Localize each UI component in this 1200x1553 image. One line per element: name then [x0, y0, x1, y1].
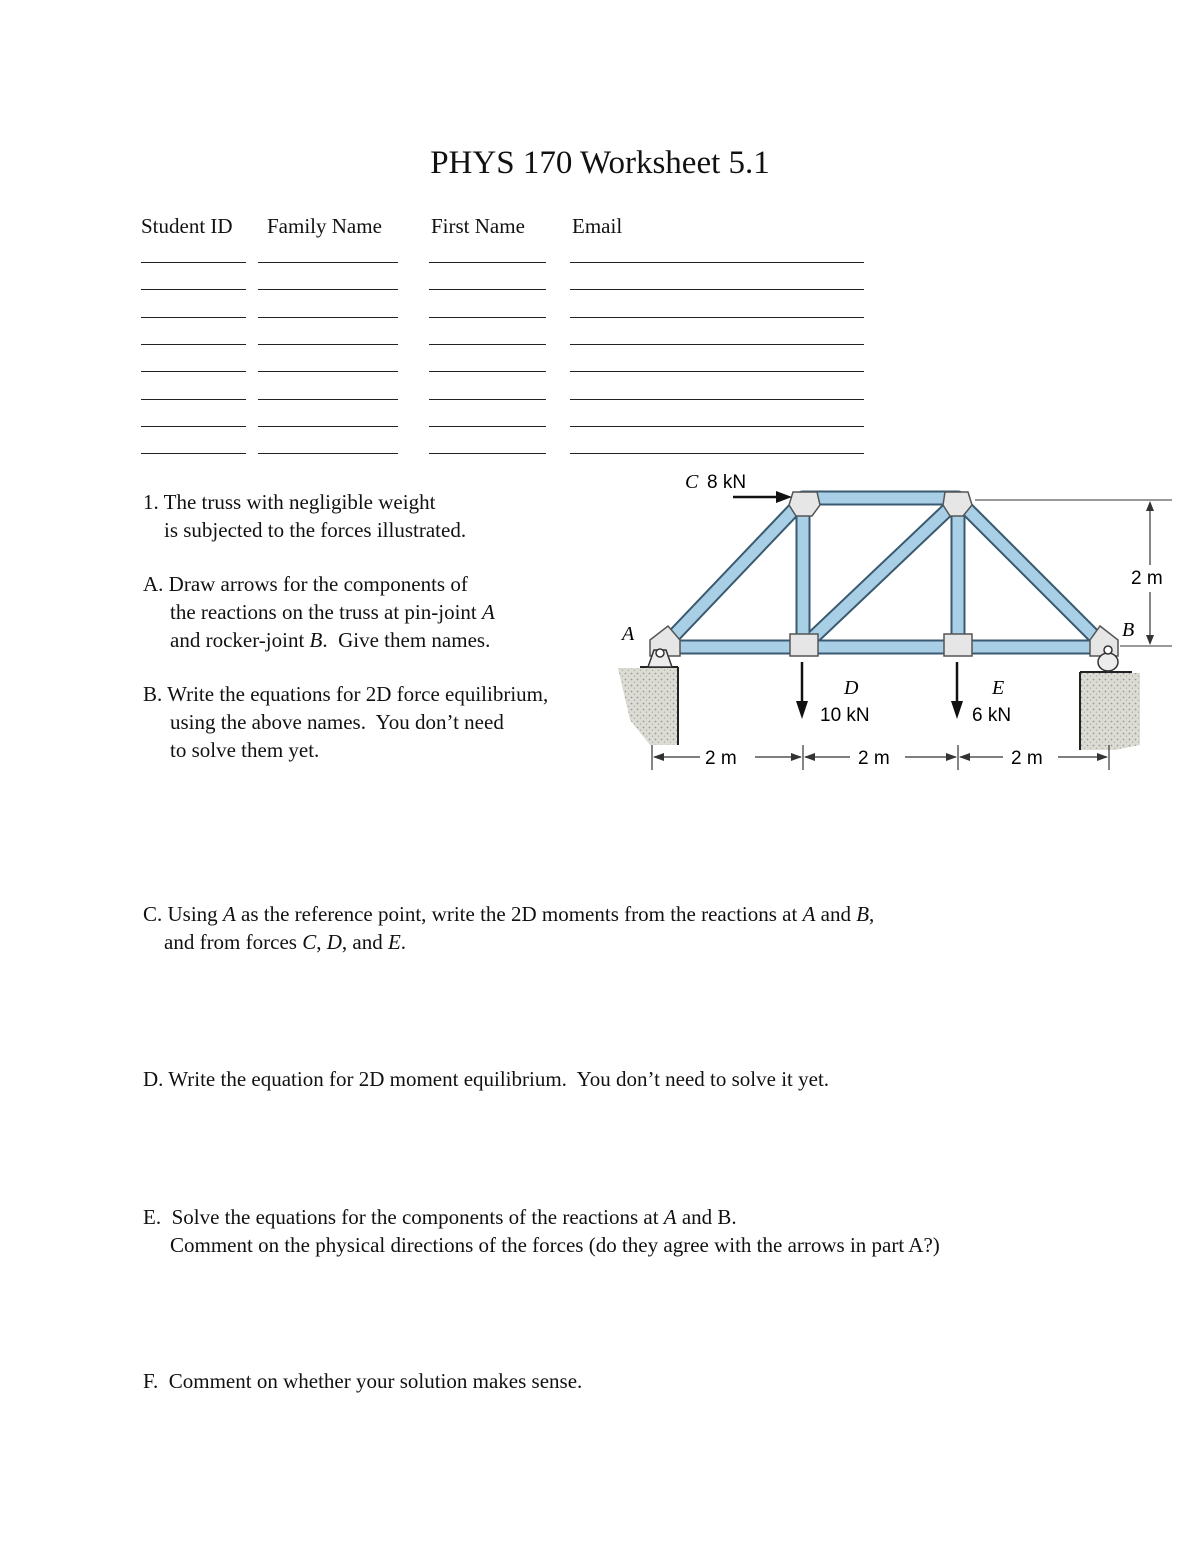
blank-line[interactable]: [570, 344, 864, 345]
height-dimension-label: 2 m: [1131, 568, 1163, 589]
blank-line[interactable]: [258, 453, 398, 454]
blank-line[interactable]: [570, 426, 864, 427]
force-c-value: 8 kN: [707, 472, 747, 493]
question-1-line-2: is subjected to the forces illustrated.: [164, 518, 467, 542]
header-email: Email: [572, 214, 623, 238]
blank-line[interactable]: [141, 289, 246, 290]
blank-line[interactable]: [429, 399, 546, 400]
blank-line[interactable]: [570, 289, 864, 290]
blank-line[interactable]: [429, 262, 546, 263]
blank-line[interactable]: [258, 317, 398, 318]
label-c: C: [685, 471, 699, 493]
part-e-line-1: E. Solve the equations for the components of the reactions at A and B.: [143, 1205, 737, 1229]
blank-line[interactable]: [258, 371, 398, 372]
ground-support-right: [1080, 673, 1140, 750]
member-top-right-b: [958, 500, 1105, 647]
force-e-arrow-head: [951, 701, 963, 719]
blank-line[interactable]: [141, 371, 246, 372]
blank-line[interactable]: [258, 344, 398, 345]
height-arrow-bottom: [1146, 635, 1154, 645]
part-d-text: D. Write the equation for 2D moment equilibrium. You don’t need to solve it yet.: [143, 1067, 830, 1091]
blank-line[interactable]: [570, 317, 864, 318]
span-label-2: 2 m: [858, 748, 890, 769]
rocker-support-b: [1098, 653, 1118, 671]
blank-line[interactable]: [141, 426, 246, 427]
label-a: A: [622, 623, 635, 645]
blank-line[interactable]: [258, 262, 398, 263]
pin-a: [656, 649, 664, 657]
blank-line[interactable]: [258, 426, 398, 427]
header-student-id: Student ID: [141, 214, 233, 238]
height-arrow-top: [1146, 501, 1154, 511]
blank-line[interactable]: [258, 399, 398, 400]
blank-line[interactable]: [429, 453, 546, 454]
blank-line[interactable]: [429, 371, 546, 372]
part-b-line-2: using the above names. You don’t need: [170, 710, 504, 734]
blank-line[interactable]: [141, 399, 246, 400]
blank-line[interactable]: [429, 344, 546, 345]
blank-line[interactable]: [141, 317, 246, 318]
blank-line[interactable]: [570, 399, 864, 400]
question-1-line-1: 1. The truss with negligible weight: [143, 490, 436, 514]
label-b: B: [1122, 619, 1135, 641]
joint-e-plate: [944, 634, 972, 656]
force-d-value: 10 kN: [820, 705, 870, 726]
blank-line[interactable]: [570, 453, 864, 454]
part-b-line-3: to solve them yet.: [170, 738, 320, 762]
blank-line[interactable]: [570, 371, 864, 372]
truss-figure: [600, 460, 1190, 780]
blank-line[interactable]: [141, 453, 246, 454]
span-label-3: 2 m: [1011, 748, 1043, 769]
member-d-top-right: [803, 500, 958, 647]
label-d: D: [844, 677, 859, 699]
blank-line[interactable]: [429, 317, 546, 318]
force-e-value: 6 kN: [972, 705, 1012, 726]
force-d-arrow-head: [796, 701, 808, 719]
blank-line[interactable]: [141, 262, 246, 263]
header-family-name: Family Name: [267, 214, 382, 238]
blank-line[interactable]: [258, 289, 398, 290]
part-a-line-1: A. Draw arrows for the components of: [143, 572, 468, 596]
blank-line[interactable]: [570, 262, 864, 263]
member-a-c: [663, 500, 803, 647]
ground-support-left: [618, 668, 678, 745]
blank-line[interactable]: [429, 289, 546, 290]
label-e: E: [992, 677, 1005, 699]
part-c-line-1: C. Using A as the reference point, write the 2D moments from the reactions at A and B,: [143, 902, 875, 926]
part-a-line-2: the reactions on the truss at pin-joint A: [170, 600, 495, 624]
part-f-text: F. Comment on whether your solution makes sense.: [143, 1369, 583, 1393]
part-c-line-2: and from forces C, D, and E.: [164, 930, 407, 954]
page-title: PHYS 170 Worksheet 5.1: [430, 145, 770, 181]
blank-line[interactable]: [429, 426, 546, 427]
joint-c-plate: [789, 492, 820, 516]
part-e-line-2: Comment on the physical directions of the forces (do they agree with the arrows in part A?): [170, 1233, 940, 1257]
pin-b: [1104, 646, 1112, 654]
header-first-name: First Name: [431, 214, 525, 238]
joint-d-plate: [790, 634, 818, 656]
part-a-line-3: and rocker-joint B. Give them names.: [170, 628, 491, 652]
blank-line[interactable]: [141, 344, 246, 345]
part-b-line-1: B. Write the equations for 2D force equilibrium,: [143, 682, 549, 706]
span-label-1: 2 m: [705, 748, 737, 769]
